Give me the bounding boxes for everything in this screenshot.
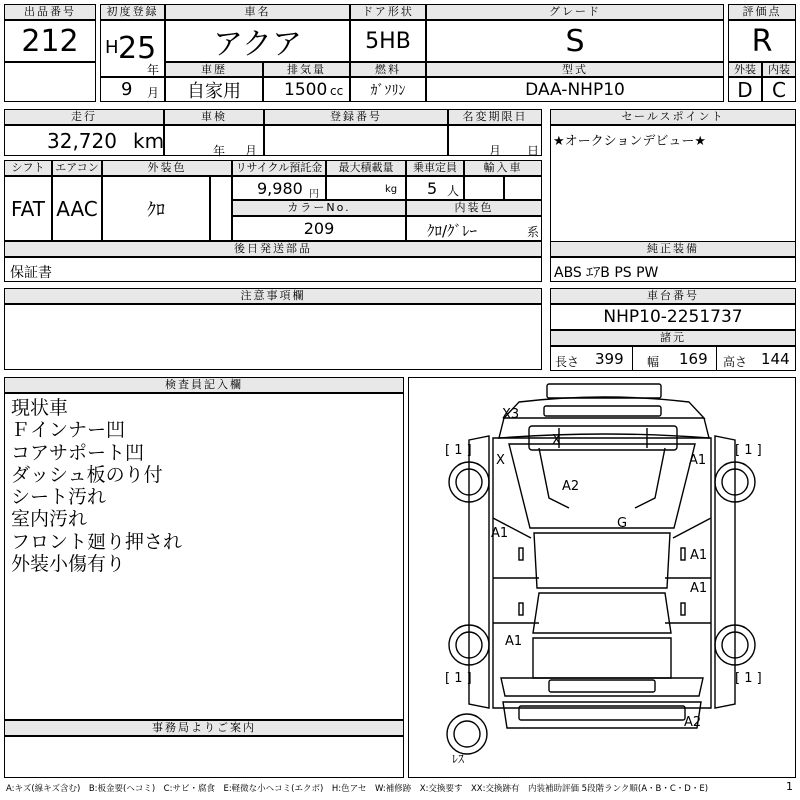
height-label: 高さ bbox=[723, 355, 748, 369]
plate-value bbox=[264, 125, 448, 156]
later-parts-cell bbox=[4, 257, 542, 282]
int-score-label: 内装 bbox=[762, 62, 796, 77]
reg-month: 9 bbox=[121, 79, 133, 100]
mark-wheel-rl: [ 1 ] bbox=[445, 671, 472, 686]
inspector-line: ダッシュ板のり付 bbox=[11, 463, 163, 486]
mileage-unit: km bbox=[133, 129, 165, 153]
mileage-cell bbox=[4, 125, 164, 156]
month-unit: 月 bbox=[147, 86, 160, 100]
model-code: DAA-NHP10 bbox=[426, 77, 724, 102]
max-load-label: 最大積載量 bbox=[326, 160, 406, 176]
import-a bbox=[464, 176, 504, 200]
mark-front-bumper: X3 bbox=[502, 407, 520, 422]
capacity-cell bbox=[406, 176, 464, 200]
inspection-cell bbox=[164, 125, 264, 156]
car-name: アクア bbox=[165, 20, 350, 62]
mark-windshield: A2 bbox=[562, 479, 580, 494]
car-name-label: 車名 bbox=[165, 4, 350, 20]
mark-spare: ﾚｽ bbox=[452, 752, 465, 766]
max-load-cell bbox=[326, 176, 406, 200]
mark-wheel-rr: [ 1 ] bbox=[735, 671, 762, 686]
lot-blank bbox=[4, 62, 96, 102]
fuel: ｶﾞｿﾘﾝ bbox=[350, 77, 426, 102]
displacement-label: 排気量 bbox=[263, 62, 350, 77]
lot-number-label: 出品番号 bbox=[4, 4, 96, 20]
inspector-line: フロント廻り押され bbox=[11, 530, 183, 553]
history-label: 車歴 bbox=[165, 62, 263, 77]
recycle-fee: 9,980 bbox=[257, 179, 303, 198]
name-change-day: 日 bbox=[527, 144, 540, 158]
aircon-label: エアコン bbox=[52, 160, 102, 176]
mark-door-fl: A1 bbox=[491, 526, 509, 541]
legend: A:キズ(線キズ含む) B:板金要(ヘコミ) C:サビ・腐食 E:軽微な小ヘコミ(エクボ) H:色アセ W:補修跡 X:交換要す XX:交換跡有 内装補助評価 5段階ランク順(A・B・C・D・E) bbox=[6, 784, 709, 794]
mark-roof: G bbox=[617, 516, 628, 531]
capacity-label: 乗車定員 bbox=[406, 160, 464, 176]
aircon: AAC bbox=[52, 176, 102, 241]
caution-label: 注意事項欄 bbox=[4, 288, 542, 304]
interior-color-cell bbox=[406, 216, 542, 241]
mark-door-rr: A1 bbox=[690, 581, 708, 596]
interior-color-label: 内装色 bbox=[406, 200, 542, 216]
recycle-cell bbox=[232, 176, 326, 200]
displacement-cell bbox=[263, 77, 350, 102]
shift: FAT bbox=[4, 176, 52, 241]
inspection-label: 車検 bbox=[164, 109, 264, 125]
door-type: 5HB bbox=[350, 20, 426, 62]
interior-color-unit: 系 bbox=[527, 225, 540, 239]
first-reg-label: 初度登録 bbox=[100, 4, 165, 20]
grade: S bbox=[426, 20, 724, 62]
inspector-line: 外装小傷有り bbox=[11, 553, 126, 576]
page-number: 1 bbox=[786, 780, 793, 793]
inspection-month-unit: 月 bbox=[245, 144, 258, 158]
damage-diagram bbox=[408, 377, 796, 778]
length: 399 bbox=[595, 350, 624, 368]
width: 169 bbox=[679, 350, 708, 368]
inspector-line: コアサポート凹 bbox=[11, 441, 145, 464]
equipment-cell bbox=[550, 257, 796, 282]
grade-label: グレード bbox=[426, 4, 724, 20]
caution-box bbox=[4, 304, 542, 370]
height: 144 bbox=[761, 350, 790, 368]
recycle-unit: 円 bbox=[309, 189, 319, 200]
later-parts-label: 後日発送部品 bbox=[4, 241, 542, 257]
inspector-label: 検査員記入欄 bbox=[4, 377, 404, 393]
exterior-color-label: 外装色 bbox=[102, 160, 232, 176]
fuel-label: 燃料 bbox=[350, 62, 426, 77]
interior-color: ｸﾛ/ｸﾞﾚｰ bbox=[427, 222, 478, 240]
chassis-number: NHP10-2251737 bbox=[550, 304, 796, 330]
history: 自家用 bbox=[165, 77, 263, 102]
mark-grill: X bbox=[552, 433, 561, 448]
mileage-label: 走行 bbox=[4, 109, 164, 125]
name-change-label: 名変期限日 bbox=[448, 109, 542, 125]
mark-quarter-rl: A1 bbox=[505, 634, 523, 649]
color-no: 209 bbox=[232, 216, 406, 241]
sales-point-box bbox=[550, 125, 796, 242]
displacement-unit: cc bbox=[330, 84, 344, 98]
capacity-unit: 人 bbox=[447, 184, 460, 198]
era: H bbox=[105, 37, 119, 58]
equipment-label: 純正装備 bbox=[550, 241, 796, 257]
shift-label: シフト bbox=[4, 160, 52, 176]
lot-number: 212 bbox=[4, 20, 96, 62]
office-box bbox=[4, 736, 404, 778]
mark-rear-bumper: A2 bbox=[684, 715, 702, 730]
inspector-line: 室内汚れ bbox=[11, 508, 88, 531]
ext-score-label: 外装 bbox=[728, 62, 762, 77]
name-change-month: 月 bbox=[489, 144, 502, 158]
sales-point-label: セールスポイント bbox=[550, 109, 796, 125]
mark-wheel-fr: [ 1 ] bbox=[735, 443, 762, 458]
sales-point: ★オークションデビュー★ bbox=[553, 134, 707, 149]
inspector-notes bbox=[11, 397, 182, 575]
inspector-line: Ｆインナー凹 bbox=[11, 419, 126, 442]
specs-cell bbox=[550, 346, 796, 371]
recycle-label: リサイクル預託金 bbox=[232, 160, 326, 176]
name-change-cell bbox=[448, 125, 542, 156]
int-score: C bbox=[762, 77, 796, 102]
inspector-line: シート汚れ bbox=[11, 486, 107, 509]
reg-year: 25 bbox=[118, 31, 157, 66]
specs-label: 諸元 bbox=[550, 330, 796, 346]
width-label: 幅 bbox=[647, 355, 660, 369]
inspector-line: 現状車 bbox=[11, 397, 69, 419]
mark-door-fr: A1 bbox=[690, 548, 708, 563]
mark-wheel-fl: [ 1 ] bbox=[445, 443, 472, 458]
inspection-year-unit: 年 bbox=[213, 144, 226, 158]
color-no-label: カラーNo. bbox=[232, 200, 406, 216]
equipment: ABS ｴｱB PS PW bbox=[554, 265, 659, 281]
first-reg-year bbox=[100, 20, 165, 77]
inspector-box bbox=[4, 393, 404, 720]
model-label: 型式 bbox=[426, 62, 724, 77]
displacement: 1500 bbox=[284, 80, 328, 100]
length-label: 長さ bbox=[555, 355, 580, 369]
max-load-unit: kg bbox=[385, 184, 398, 195]
mark-fender-fl: X bbox=[496, 453, 505, 468]
door-label: ドア形状 bbox=[350, 4, 426, 20]
car-outline-icon bbox=[409, 378, 795, 777]
year-unit: 年 bbox=[147, 63, 160, 77]
mark-fender-fr: A1 bbox=[689, 453, 707, 468]
plate-label: 登録番号 bbox=[264, 109, 448, 125]
exterior-color: ｸﾛ bbox=[102, 176, 210, 241]
exterior-color-extra bbox=[210, 176, 232, 241]
chassis-label: 車台番号 bbox=[550, 288, 796, 304]
first-reg-month bbox=[100, 77, 165, 102]
score: R bbox=[728, 20, 796, 62]
score-label: 評価点 bbox=[728, 4, 796, 20]
import-b bbox=[504, 176, 542, 200]
capacity: 5 bbox=[427, 179, 438, 198]
mileage: 32,720 bbox=[47, 129, 117, 153]
office-label: 事務局よりご案内 bbox=[4, 720, 404, 736]
later-parts: 保証書 bbox=[10, 265, 52, 281]
ext-score: D bbox=[728, 77, 762, 102]
import-label: 輸入車 bbox=[464, 160, 542, 176]
